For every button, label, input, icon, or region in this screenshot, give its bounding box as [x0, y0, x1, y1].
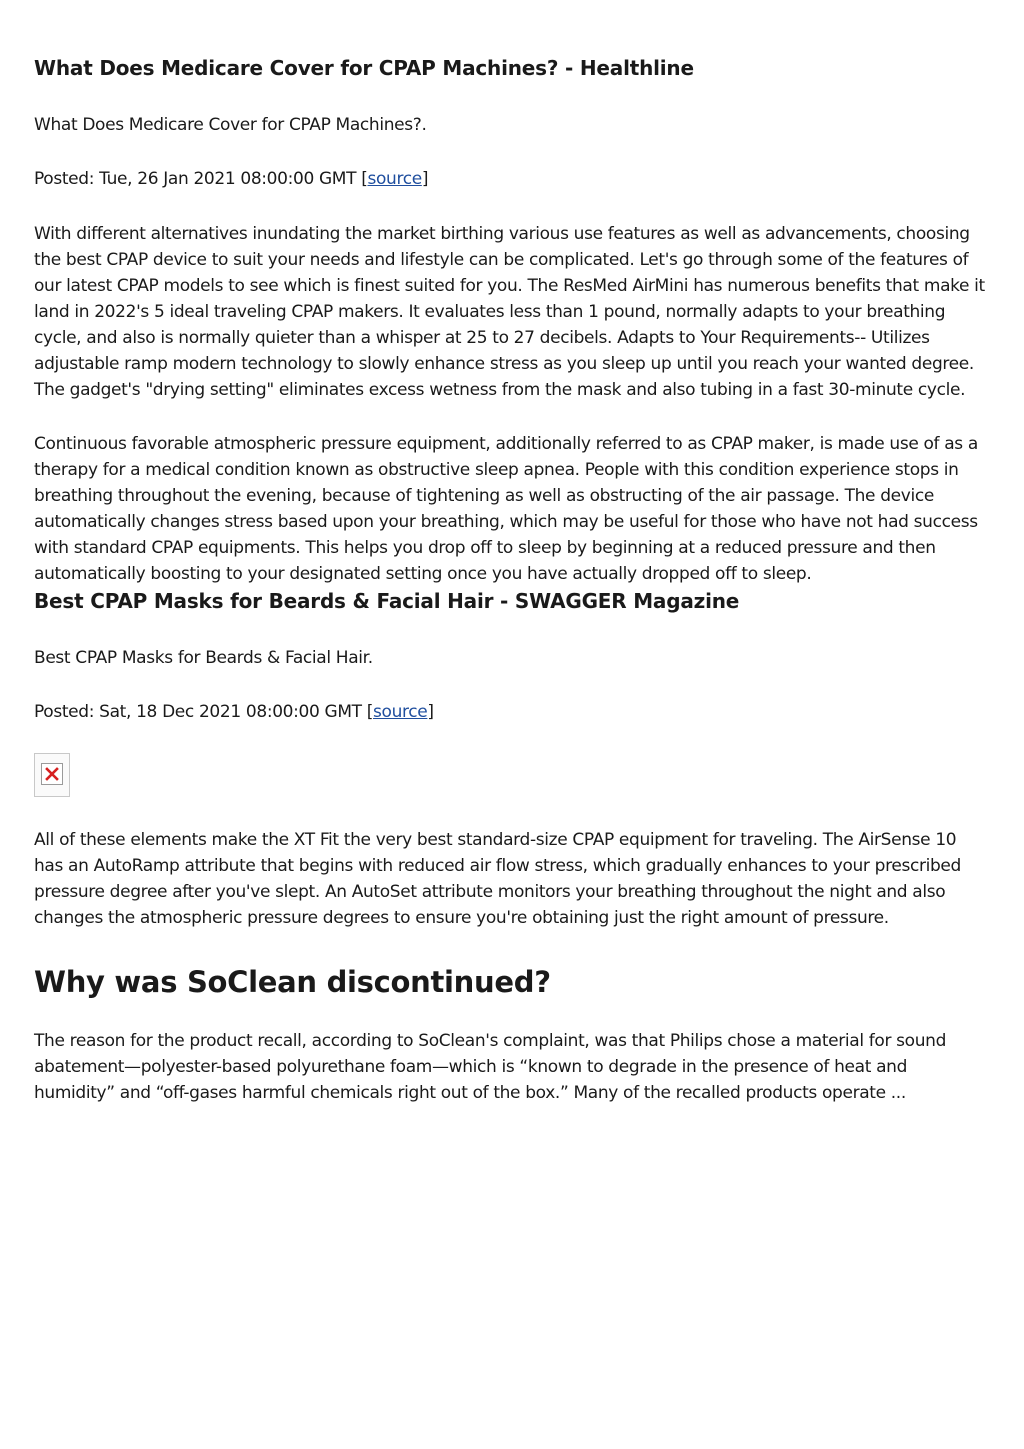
faq-question: Why was SoClean discontinued?	[34, 965, 551, 999]
broken-image-icon	[34, 753, 70, 797]
article-title: What Does Medicare Cover for CPAP Machines? - Healthline	[34, 56, 694, 80]
posted-line	[34, 166, 990, 192]
posted-date: Posted: Sat, 18 Dec 2021 08:00:00 GMT [	[34, 702, 374, 722]
article-subtitle: What Does Medicare Cover for CPAP Machines?.	[34, 115, 427, 135]
source-link[interactable]: source	[367, 169, 422, 189]
article-subtitle: Best CPAP Masks for Beards & Facial Hair.	[34, 648, 373, 668]
faq-section	[34, 963, 990, 1106]
article-paragraph: All of these elements make the XT Fit the very best standard-size CPAP equipment for traveling. The AirSense 10 has an AutoRamp attribute that begins with reduced air flow stress, which gradually enhances to your prescribed pressure degree after you've slept. An AutoSet attribute monitors your breathing throughout the night and also changes the atmospheric pressure degrees to ensure you're obtaining just the right amount of pressure.	[34, 830, 961, 928]
posted-bracket-close: ]	[421, 169, 429, 189]
posted-date: Posted: Tue, 26 Jan 2021 08:00:00 GMT [	[34, 169, 368, 189]
faq-answer: The reason for the product recall, according to SoClean's complaint, was that Philips chose a material for sound abatement—polyester-based polyurethane foam—which is “known to degrade in the presence of heat and humidity” and “off-gases harmful chemicals right out of the box.” Many of the recalled products operate ...	[34, 1031, 947, 1103]
posted-bracket-close: ]	[427, 702, 434, 722]
source-link[interactable]: source	[373, 702, 428, 722]
article-paragraph: With different alternatives inundating the market birthing various use features as well as advancements, choosing the best CPAP device to suit your needs and lifestyle can be complicated. Let's go through some of the features of our latest CPAP models to see which is finest suited for you. The ResMed AirMini has numerous benefits that make it land in 2022's 5 ideal traveling CPAP makers. It evaluates less than 1 pound, normally adapts to your breathing cycle, and also is normally quieter than a whisper at 25 to 27 decibels. Adapts to Your Requirements-- Utilizes adjustable ramp modern technology to slowly enhance stress as you sleep up until you reach your wanted degree. The gadget's "drying setting" eliminates excess wetness from the mask and also tubing in a fast 30-minute cycle.	[34, 224, 985, 400]
posted-line	[34, 699, 990, 725]
article-2	[34, 587, 990, 931]
red-x-icon	[45, 767, 59, 781]
article-paragraph: Continuous favorable atmospheric pressure equipment, additionally referred to as CPAP maker, is made use of as a therapy for a medical condition known as obstructive sleep apnea. People with this condition experience stops in breathing throughout the evening, because of tightening as well as obstructing of the air passage. The device automatically changes stress based upon your breathing, which may be useful for those who have not had success with standard CPAP equipments. This helps you drop off to sleep by beginning at a reduced pressure and then automatically boosting to your designated setting once you have actually dropped off to sleep.	[34, 434, 978, 584]
article-1	[34, 54, 990, 587]
broken-image-frame	[41, 763, 63, 785]
article-title: Best CPAP Masks for Beards & Facial Hair - SWAGGER Magazine	[34, 589, 740, 613]
